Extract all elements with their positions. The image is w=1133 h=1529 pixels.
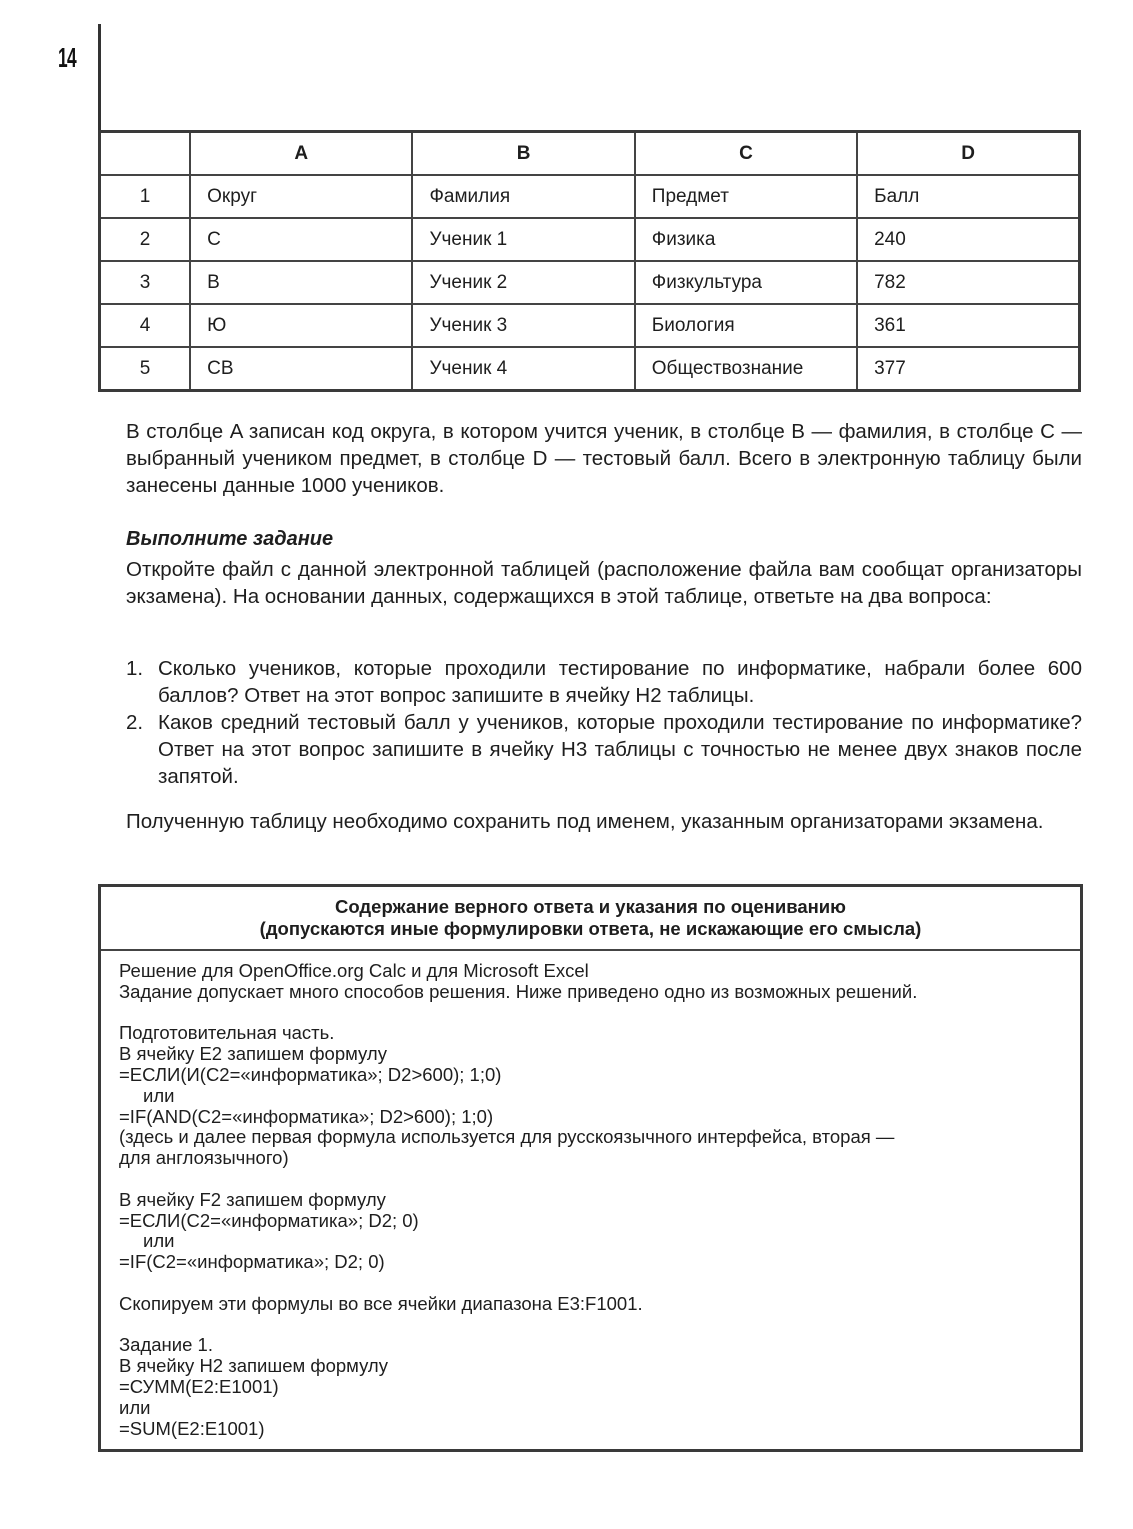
cell-c: Обществознание — [635, 347, 857, 391]
save-note-paragraph: Полученную таблицу необходимо сохранить под именем, указанным организаторами экзамена. — [126, 810, 1044, 833]
cell-a: С — [190, 218, 412, 261]
cell-a: Округ — [190, 175, 412, 218]
cell-b: Ученик 2 — [412, 261, 634, 304]
cell-c: Физика — [635, 218, 857, 261]
page-number: 14 — [58, 42, 77, 73]
table-row — [100, 347, 1080, 391]
table-row — [100, 218, 1080, 261]
cell-d: 240 — [857, 218, 1079, 261]
answer-line: В ячейку F2 запишем формулу — [119, 1188, 386, 1210]
cell-c: Физкультура — [635, 261, 857, 304]
formula-line: =ЕСЛИ(C2=«информатика»; D2; 0) — [119, 1209, 419, 1231]
cell-a: СВ — [190, 347, 412, 391]
question-text: Сколько учеников, которые проходили тестирование по информатике, набрали более 600 баллов? Ответ на этот вопрос запишите в ячейку H2 таблицы. — [158, 657, 1082, 707]
formula-line: =СУММ(E2:E1001) — [119, 1375, 279, 1397]
answer-header-subtitle: (допускаются иные формулировки ответа, не искажающие его смысла) — [259, 918, 922, 939]
column-header-b: B — [412, 132, 634, 176]
answer-line: В ячейку H2 запишем формулу — [119, 1355, 388, 1377]
cell-a: Ю — [190, 304, 412, 347]
row-number: 5 — [100, 347, 191, 391]
cell-d: Балл — [857, 175, 1079, 218]
margin-rule — [98, 24, 101, 134]
answer-line — [119, 1273, 1062, 1294]
row-number: 1 — [100, 175, 191, 218]
answer-line: или — [119, 1396, 151, 1418]
answer-line — [119, 1169, 1062, 1190]
answer-line: или — [143, 1084, 175, 1106]
answer-line: для англоязычного) — [119, 1147, 289, 1169]
column-header-c: C — [635, 132, 857, 176]
answer-header — [101, 887, 1080, 951]
column-header-row — [100, 132, 1080, 176]
question-number: 1. — [126, 657, 144, 680]
question-item — [126, 709, 1082, 790]
answer-line: или — [143, 1230, 175, 1252]
cell-a: В — [190, 261, 412, 304]
question-list — [126, 655, 1082, 790]
table-row — [100, 304, 1080, 347]
cell-d: 377 — [857, 347, 1079, 391]
cell-d: 361 — [857, 304, 1079, 347]
task-intro-paragraph: Откройте файл с данной электронной таблицей (расположение файла вам сообщат организаторы экзамена). На основании данных, содержащихся в этой таблице, ответьте на два вопроса: — [126, 558, 1082, 608]
question-number: 2. — [126, 711, 144, 734]
formula-line: =IF(AND(C2=«информатика»; D2>600); 1;0) — [119, 1105, 494, 1127]
answer-line: Решение для OpenOffice.org Calc и для Microsoft Excel — [119, 960, 589, 981]
description-paragraph: В столбце A записан код округа, в котором учится ученик, в столбце B — фамилия, в столбце C — выбранный учеником предмет, в столбце D — тестовый балл. Всего в электронную таблицу были занесены данные 1000 учеников. — [126, 420, 1082, 497]
cell-b: Ученик 4 — [412, 347, 634, 391]
answer-line: Задание 1. — [119, 1334, 213, 1356]
cell-c: Предмет — [635, 175, 857, 218]
answer-header-title: Содержание верного ответа и указания по оцениванию — [335, 896, 846, 917]
answer-line — [119, 1315, 1062, 1336]
cell-b: Ученик 3 — [412, 304, 634, 347]
cell-b: Ученик 1 — [412, 218, 634, 261]
answer-body — [101, 951, 1080, 1449]
row-number: 2 — [100, 218, 191, 261]
answer-line — [119, 1003, 1062, 1024]
cell-b: Фамилия — [412, 175, 634, 218]
spreadsheet-example-table — [98, 130, 1081, 392]
cell-c: Биология — [635, 304, 857, 347]
row-number: 4 — [100, 304, 191, 347]
answer-line: Подготовительная часть. — [119, 1022, 335, 1044]
task-heading: Выполните задание — [126, 528, 334, 550]
corner-header — [100, 132, 191, 176]
cell-d: 782 — [857, 261, 1079, 304]
table-row — [100, 175, 1080, 218]
column-header-d: D — [857, 132, 1079, 176]
answer-line: Задание допускает много способов решения. Ниже приведено одно из возможных решений. — [119, 980, 918, 1002]
answer-box — [98, 884, 1083, 1452]
row-number: 3 — [100, 261, 191, 304]
answer-line: (здесь и далее первая формула используется для русскоязычного интерфейса, вторая — — [119, 1126, 895, 1148]
answer-line: В ячейку E2 запишем формулу — [119, 1043, 387, 1065]
formula-line: =SUM(E2:E1001) — [119, 1417, 265, 1439]
question-item — [126, 655, 1082, 709]
table-row — [100, 261, 1080, 304]
answer-line: Скопируем эти формулы во все ячейки диапазона E3:F1001. — [119, 1292, 643, 1314]
formula-line: =ЕСЛИ(И(C2=«информатика»; D2>600); 1;0) — [119, 1063, 502, 1085]
question-text: Каков средний тестовый балл у учеников, которые проходили тестирование по информатике? Ответ на этот вопрос запишите в ячейку H3 таблицы с точностью не менее двух знаков после запятой. — [158, 711, 1082, 788]
formula-line: =IF(C2=«информатика»; D2; 0) — [119, 1251, 385, 1273]
column-header-a: A — [190, 132, 412, 176]
